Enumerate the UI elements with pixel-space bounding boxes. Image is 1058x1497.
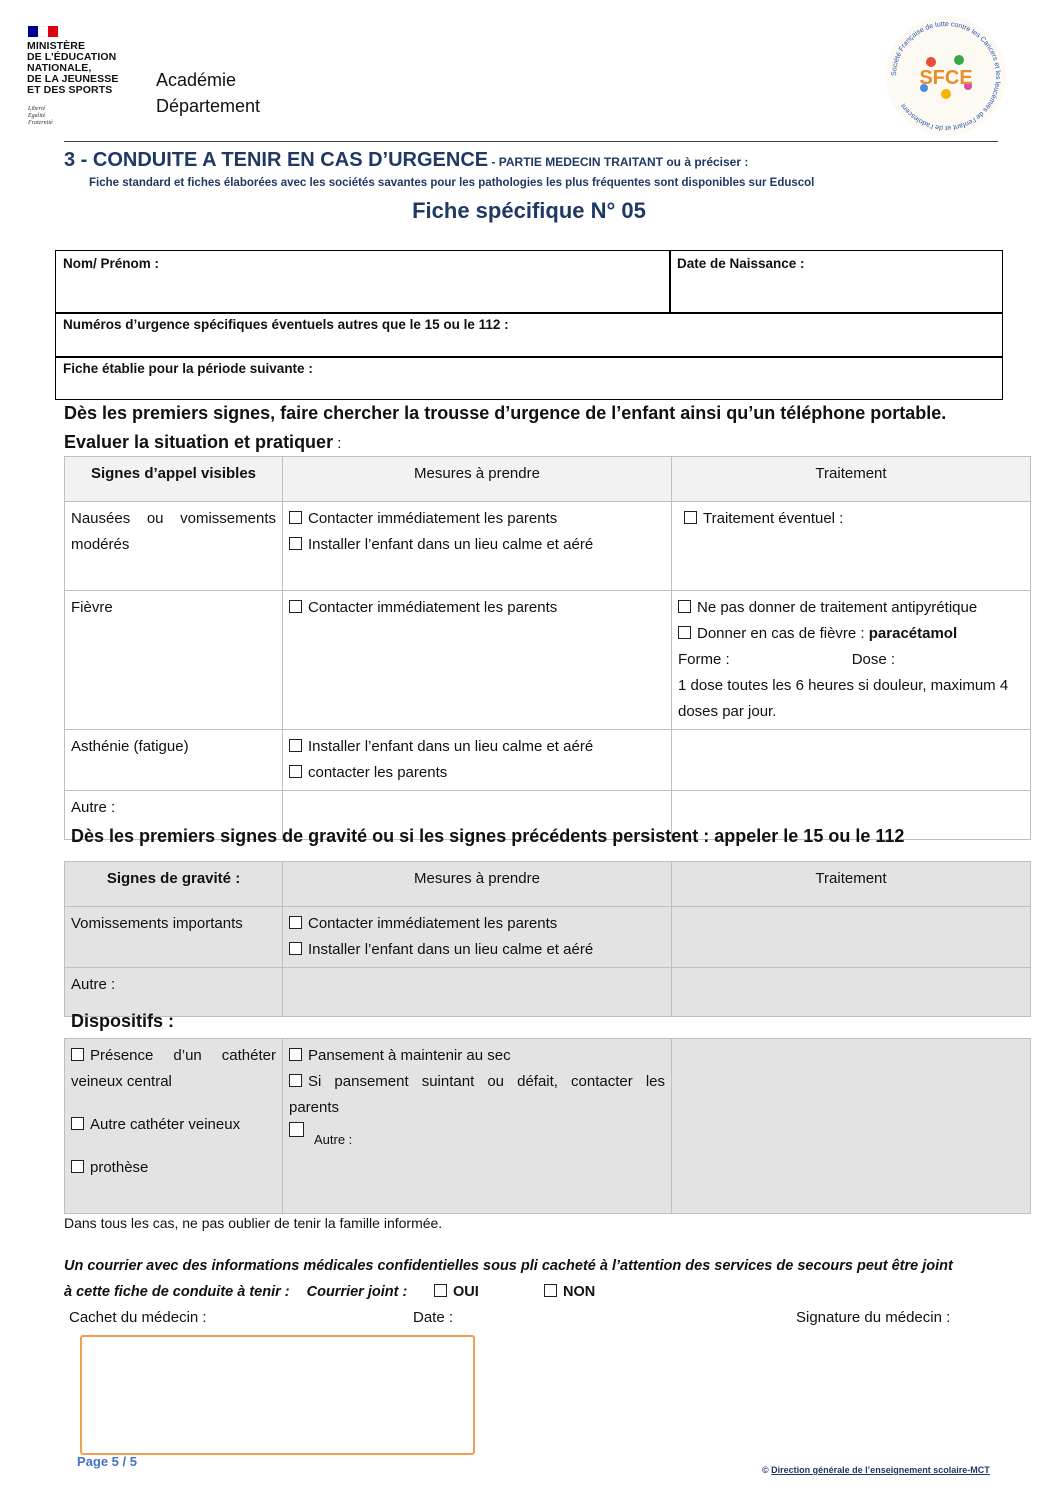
checkbox-icon[interactable]	[289, 1048, 302, 1061]
family-note: Dans tous les cas, ne pas oublier de tenir la famille informée.	[64, 1215, 443, 1231]
treatment-cell	[672, 502, 1031, 591]
treatment-item[interactable]: Traitement éventuel :	[678, 506, 1024, 532]
departement-label: Département	[156, 96, 261, 116]
dispositif-item[interactable]: Présence d’un cathéter veineux central	[71, 1047, 276, 1090]
ministry-name: MINISTÈRE DE L’ÉDUCATION NATIONALE, DE LA JEUNESSE ET DES SPORTS	[27, 40, 119, 96]
table-row	[65, 502, 1031, 591]
cachet-label: Cachet du médecin :	[69, 1309, 207, 1326]
checkbox-icon[interactable]	[289, 1074, 302, 1087]
instruction-line-1: Dès les premiers signes, faire chercher la trousse d’urgence de l’enfant ainsi qu’un téléphone portable.	[64, 403, 947, 423]
sign-autre: Autre :	[65, 791, 283, 840]
checkbox-icon[interactable]	[289, 600, 302, 613]
cachet-box[interactable]	[80, 1335, 475, 1455]
checkbox-icon[interactable]	[71, 1117, 84, 1130]
gravity-table	[64, 861, 1031, 1017]
dispositifs-col1	[65, 1039, 283, 1214]
header-traitement: Traitement	[672, 457, 1031, 502]
symptoms-table	[64, 456, 1031, 840]
fiche-title: Fiche spécifique N° 05	[412, 198, 646, 223]
copyright-link[interactable]: Direction générale de l’enseignement scolaire-MCT	[771, 1465, 990, 1475]
checkbox-icon[interactable]	[289, 511, 302, 524]
table-row	[65, 730, 1031, 791]
gravity-instruction: Dès les premiers signes de gravité ou si les signes précédents persistent : appeler le 15 ou le 112	[71, 826, 905, 846]
sign-autre: Autre :	[65, 968, 283, 1017]
checkbox-icon[interactable]	[289, 916, 302, 929]
academie-block	[156, 67, 260, 119]
measure-item[interactable]: contacter les parents	[289, 760, 665, 786]
numeros-urgence-field[interactable]: Numéros d’urgence spécifiques éventuels autres que le 15 ou le 112 :	[63, 317, 509, 332]
table-row	[65, 1039, 1031, 1214]
checkbox-icon[interactable]	[684, 511, 697, 524]
non-option[interactable]: NON	[544, 1284, 595, 1300]
treatment-cell	[672, 591, 1031, 730]
checkbox-icon[interactable]	[544, 1284, 557, 1297]
header-traitement: Traitement	[672, 862, 1031, 907]
signature-label: Signature du médecin :	[796, 1309, 951, 1326]
oui-option[interactable]: OUI	[434, 1284, 479, 1300]
dispositif-item[interactable]: Si pansement suintant ou défait, contacter les parents	[289, 1073, 665, 1116]
checkbox-icon[interactable]	[289, 537, 302, 550]
header-signes: Signes d’appel visibles	[65, 457, 283, 502]
logo-letters: SFCE	[919, 67, 973, 89]
table-row	[65, 968, 1031, 1017]
courrier-note-line1: Un courrier avec des informations médicales confidentielles sous pli cacheté à l’attention des services de secours peut être joint	[64, 1258, 953, 1274]
republic-motto: Liberté Égalité Fraternité	[28, 106, 53, 126]
checkbox-icon[interactable]	[289, 739, 302, 752]
sign-nausees: Nausées ou vomissements modérés	[65, 502, 283, 591]
section-title: 3 - CONDUITE A TENIR EN CAS D’URGENCE - PARTIE MEDECIN TRAITANT ou à préciser :	[64, 149, 749, 171]
measure-item[interactable]: Contacter immédiatement les parents	[289, 911, 665, 937]
dispositifs-col2	[283, 1039, 672, 1214]
posology: 1 dose toutes les 6 heures si douleur, maximum 4 doses par jour.	[678, 677, 1009, 720]
treatment-item[interactable]: Donner en cas de fièvre : paracétamol	[678, 621, 1024, 647]
treatment-item[interactable]: Ne pas donner de traitement antipyrétique	[678, 595, 1024, 621]
table-row	[65, 591, 1031, 730]
academie-label: Académie	[156, 70, 237, 90]
forme-dose-line: Forme : Dose :	[678, 651, 896, 668]
section-title-suffix: - PARTIE MEDECIN TRAITANT ou à préciser :	[488, 155, 749, 169]
header-signes-gravite: Signes de gravité :	[65, 862, 283, 907]
checkbox-icon[interactable]	[678, 626, 691, 639]
copyright: © Direction générale de l’enseignement scolaire-MCT	[762, 1465, 990, 1475]
measure-item[interactable]: Installer l’enfant dans un lieu calme et aéré	[289, 532, 665, 558]
measures-cell	[283, 907, 672, 968]
table-row	[65, 907, 1031, 968]
date-naissance-field[interactable]: Date de Naissance :	[677, 256, 805, 271]
courrier-note-line2: à cette fiche de conduite à tenir : Courrier joint :	[64, 1284, 408, 1300]
dispositif-autre[interactable]: Autre :	[289, 1121, 665, 1151]
checkbox-icon[interactable]	[71, 1160, 84, 1173]
page-number: Page 5 / 5	[77, 1454, 137, 1469]
measure-item[interactable]: Installer l’enfant dans un lieu calme et aéré	[289, 734, 665, 760]
sfce-logo	[884, 14, 1008, 138]
measures-cell	[283, 730, 672, 791]
header-mesures: Mesures à prendre	[283, 862, 672, 907]
nom-prenom-field[interactable]: Nom/ Prénom :	[63, 256, 160, 271]
header-mesures: Mesures à prendre	[283, 457, 672, 502]
measure-item[interactable]: Installer l’enfant dans un lieu calme et aéré	[289, 937, 665, 963]
checkbox-icon[interactable]	[434, 1284, 447, 1297]
dispositif-item[interactable]: Pansement à maintenir au sec	[289, 1043, 665, 1069]
instruction-line-2: Evaluer la situation et pratiquer :	[64, 432, 342, 452]
header-rule	[64, 141, 998, 142]
measure-item[interactable]: Contacter immédiatement les parents	[289, 595, 665, 621]
date-label: Date :	[413, 1309, 454, 1326]
sign-fievre: Fièvre	[65, 591, 283, 730]
periode-field[interactable]: Fiche établie pour la période suivante :	[63, 361, 313, 376]
checkbox-icon[interactable]	[289, 765, 302, 778]
dispositifs-title: Dispositifs :	[71, 1011, 175, 1031]
republic-flag-icon	[28, 26, 58, 37]
dispositif-item[interactable]: prothèse	[71, 1155, 276, 1181]
sign-vomissements: Vomissements importants	[65, 907, 283, 968]
section-subtitle: Fiche standard et fiches élaborées avec les sociétés savantes pour les pathologies les plus fréquentes sont disponibles sur Eduscol	[89, 177, 815, 189]
checkbox-icon[interactable]	[289, 942, 302, 955]
measures-cell	[283, 502, 672, 591]
sign-asthenie: Asthénie (fatigue)	[65, 730, 283, 791]
dispositifs-table	[64, 1038, 1031, 1214]
measure-item[interactable]: Contacter immédiatement les parents	[289, 506, 665, 532]
checkbox-icon[interactable]	[678, 600, 691, 613]
logo-ring-text: Société Française de lutte contre les Cancers et les leucémies de l’enfant et de l’adolescent	[890, 20, 1002, 132]
measures-cell	[283, 591, 672, 730]
identity-box	[55, 250, 1003, 400]
checkbox-icon[interactable]	[289, 1122, 304, 1137]
dispositif-item[interactable]: Autre cathéter veineux	[71, 1112, 276, 1138]
checkbox-icon[interactable]	[71, 1048, 84, 1061]
